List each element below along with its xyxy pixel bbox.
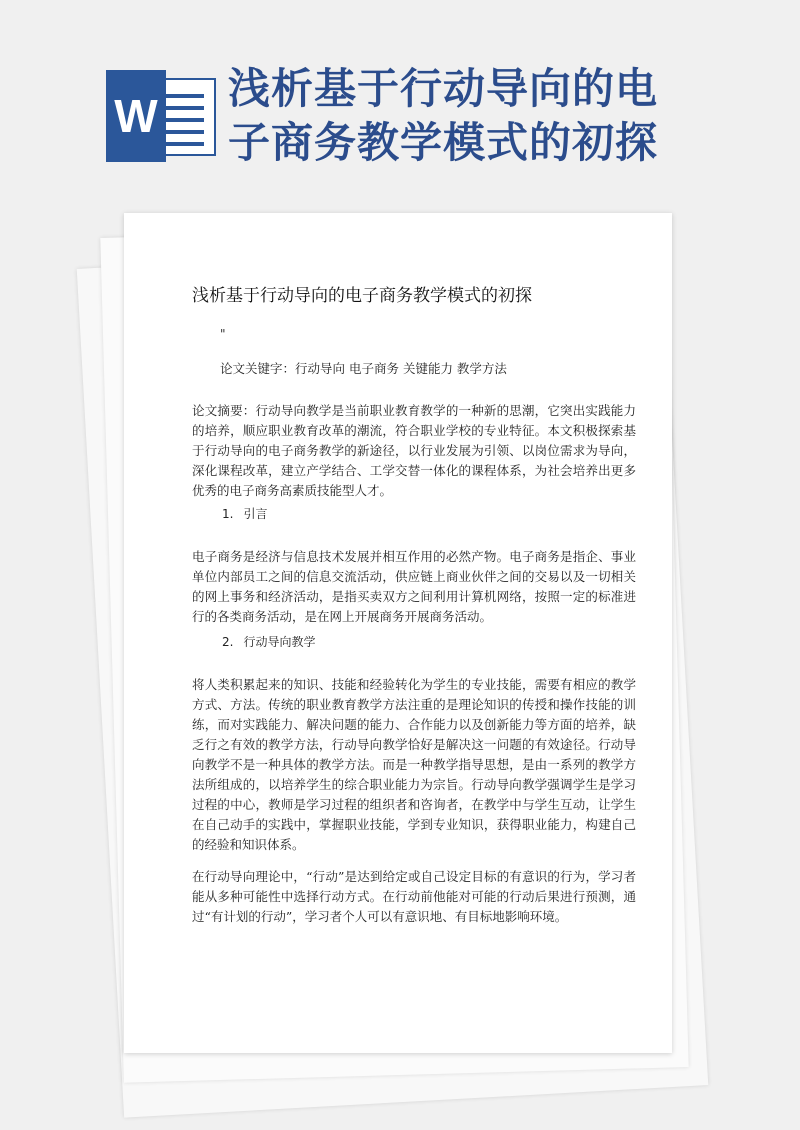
section-number: 1. bbox=[222, 507, 234, 521]
document-title: 浅析基于行动导向的电子商务教学模式的初探 bbox=[192, 286, 532, 306]
intro-paragraph: 电子商务是经济与信息技术发展并相互作用的必然产物。电子商务是指企、事业单位内部员工之间的信息交流活动，供应链上商业伙伴之间的交易以及一切相关的网上事务和经济活动，是指买卖双方之间利用计算机网络，按照一定的标准进行的各类商务活动，是在网上开展商务开展商务活动。 bbox=[192, 549, 636, 624]
banner bbox=[0, 0, 800, 200]
section-title: 行动导向教学 bbox=[243, 635, 316, 649]
quote-mark: " bbox=[220, 327, 226, 341]
word-document-icon bbox=[106, 70, 216, 162]
banner-title-line-1: 浅析基于行动导向的电 bbox=[228, 64, 659, 113]
banner-title bbox=[228, 62, 748, 170]
action-paragraph-2: 在行动导向理论中，“行动”是达到给定或自己设定目标的有意识的行为，学习者能从多种可能性中选择行动方式。在行动前他能对可能的行动后果进行预测，通过“有计划的行动”，学习者个人可以有意识地、有目标地影响环境。 bbox=[192, 869, 636, 924]
keywords-line: 论文关键字：行动导向 电子商务 关键能力 教学方法 bbox=[220, 361, 507, 376]
document-page bbox=[124, 213, 672, 1053]
section-heading-intro bbox=[222, 505, 267, 522]
banner-title-line-2: 子商务教学模式的初探 bbox=[228, 118, 659, 167]
section-heading-action bbox=[222, 633, 315, 650]
abstract-paragraph: 论文摘要：行动导向教学是当前职业教育教学的一种新的思潮，它突出实践能力的培养，顺应职业教育改革的潮流，符合职业学校的专业特征。本文积极探索基于行动导向的电子商务教学的新途径，以行业发展为引领、以岗位需求为导向，深化课程改革，建立产学结合、工学交替一体化的课程体系，为社会培养出更多优秀的电子商务高素质技能型人才。 bbox=[192, 403, 636, 498]
action-paragraph-1: 将人类积累起来的知识、技能和经验转化为学生的专业技能，需要有相应的教学方式、方法。传统的职业教育教学方法注重的是理论知识的传授和操作技能的训练，而对实践能力、解决问题的能力、合作能力以及创新能力等方面的培养，缺乏行之有效的教学方法，行动导向教学恰好是解决这一问题的有效途径。行动导向教学不是一种具体的教学方法。而是一种教学指导思想，是由一系列的教学方法所组成的，以培养学生的综合职业能力为宗旨。行动导向教学强调学生是学习过程的中心，教师是学习过程的组织者和咨询者，在教学中与学生互动，让学生在自己动手的实践中，掌握职业技能，学到专业知识，获得职业能力，构建自己的经验和知识体系。 bbox=[192, 677, 636, 852]
section-number: 2. bbox=[222, 635, 234, 649]
word-letter-badge: W bbox=[106, 70, 166, 162]
section-title: 引言 bbox=[243, 507, 268, 521]
